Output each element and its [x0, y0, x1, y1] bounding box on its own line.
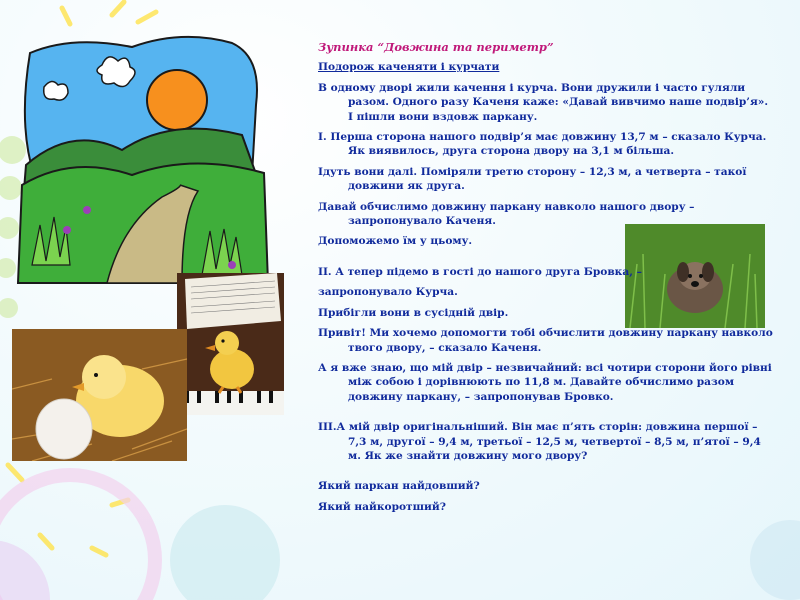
paragraph: Давай обчислимо довжину паркану навколо нашого двору – запропонувало Каченя. — [318, 200, 695, 228]
question-longest: Який паркан найдовший? — [318, 480, 480, 493]
slide-subtitle: Подорож каченяти і курчати — [318, 61, 500, 74]
story-text — [318, 40, 773, 520]
paragraph: Привіт! Ми хочемо допомогти тобі обчислити довжину паркану навколо твого двору, – сказало Каченя. — [318, 327, 773, 354]
paragraph: Допоможемо їм у цьому. — [318, 235, 473, 248]
paragraph: Прибігли вони в сусідній двір. — [318, 306, 509, 319]
landscape-illustration — [12, 25, 272, 287]
question-shortest: Який найкоротший? — [318, 500, 446, 513]
paragraph: В одному дворі жили качення і курча. Вони дружили і часто гуляли разом. Одного разу Каченя каже: «Давай вивчимо наше подвір’я». І пішли вони вздовж паркану. — [318, 81, 769, 123]
paragraph: Ідуть вони далі. Поміряли третю сторону – 12,3 м, а четверта – такої довжини як друга. — [318, 165, 747, 193]
paragraph: ІІ. А тепер підемо в гості до нашого друга Бровка, – — [318, 265, 642, 278]
paragraph: А я вже знаю, що мій двір – незвичайний: всі чотири сторони його рівні між собою і дорівнюють по 11,8 м. Давайте обчислимо разом довжину паркану, – запропонував Бровко. — [318, 361, 772, 403]
paragraph: І. Перша сторона нашого подвір’я має довжину 13,7 м – сказало Курча. Як виявилось, друга сторона двору на 3,1 м більша. — [318, 131, 767, 158]
chick-with-egg-photo — [12, 329, 187, 461]
paragraph: запропонувало Курча. — [318, 286, 458, 299]
paragraph: ІІІ.А мій двір оригінальніший. Він має п’ять сторін: довжина першої – 7,3 м, другої – 9,4 м, третьої – 12,5 м, четвертої – 8,5 м, п’ятої – 9,4 м. Як же знайти довжину мого двору? — [318, 421, 761, 462]
duckling-on-piano-photo — [177, 273, 284, 415]
slide-title: Зупинка “Довжина та периметр” — [318, 40, 554, 54]
